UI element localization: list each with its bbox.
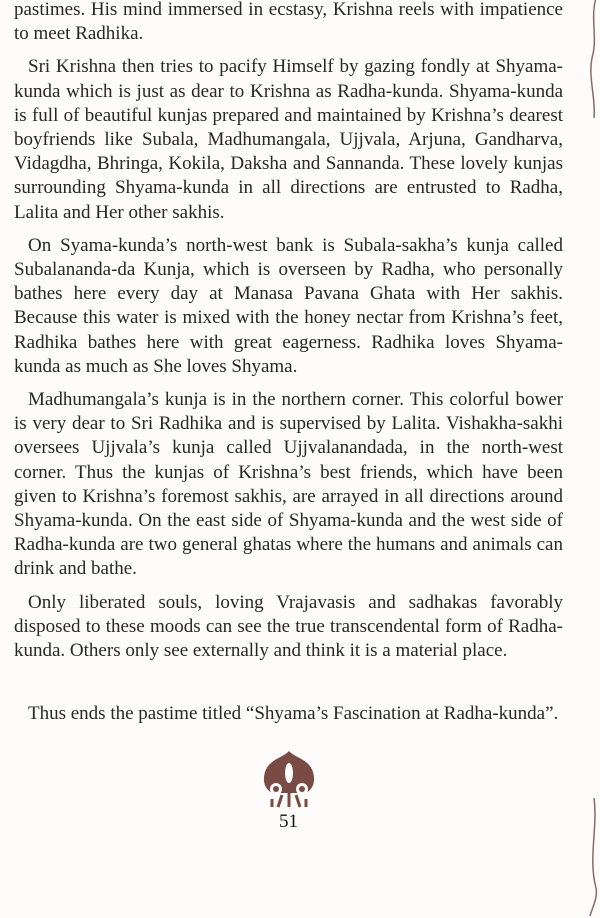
page-number: 51 [279,811,298,833]
paragraph-1: pastimes. His mind immersed in ecstasy, Krishna reels with impatience to meet Radhika. [14,0,563,45]
page-footer [14,735,563,833]
paragraph-4: Madhumangala’s kunja is in the northern corner. This colorful bower is very dear to Sri Radhika and is supervised by Lalita. Vishakha-sakhi oversees Ujjvala’s kunja called Ujjvalanandada, in the north-west corner. Thus the kunjas of Krishna’s best friends, which have been given to Krishna’s foremost sakhis, are arrayed in all directions around Shyama-kunda. On the east side of Shyama-kunda and the west side of Radha-kunda are two general ghatas where the humans and animals can drink and bathe. [14,389,563,580]
margin-vine-decoration-icon [586,798,600,916]
paragraph-3: On Syama-kunda’s north-west bank is Subala-sakha’s kunja called Subalananda-da Kunja, which is overseen by Radha, who personally bathes here every day at Manasa Pavana Ghata with Her sakhis. Because this water is mixed with the honey nectar from Krishna’s feet, Radhika bathes here with great eagerness. Radhika loves Shyama-kunda as much as She loves Shyama. [14,234,563,377]
tree-emblem-icon [260,749,318,809]
paragraph-5: Only liberated souls, loving Vrajavasis and sadhakas favorably disposed to these moods can see the true transcendental form of Radha-kunda. Others only see externally and think it is a material place. [14,591,563,662]
paragraph-6: Thus ends the pastime titled “Shyama’s Fascination at Radha-kunda”. [28,703,559,725]
paragraph-2: Sri Krishna then tries to pacify Himself by gazing fondly at Shyama-kunda which is just as dear to Krishna as Radha-kunda. Shyama-kunda is full of beautiful kunjas prepared and maintained by Krishna’s dearest boyfriends like Subala, Madhumangala, Ujjvala, Arjuna, Gandharva, Vidagdha, Bhringa, Kokila, Daksha and Sannanda. These lovely kunjas surrounding Shyama-kunda in all directions are entrusted to Radha, Lalita and Her other sakhis. [14,56,563,223]
margin-vine-decoration-icon [586,0,600,118]
